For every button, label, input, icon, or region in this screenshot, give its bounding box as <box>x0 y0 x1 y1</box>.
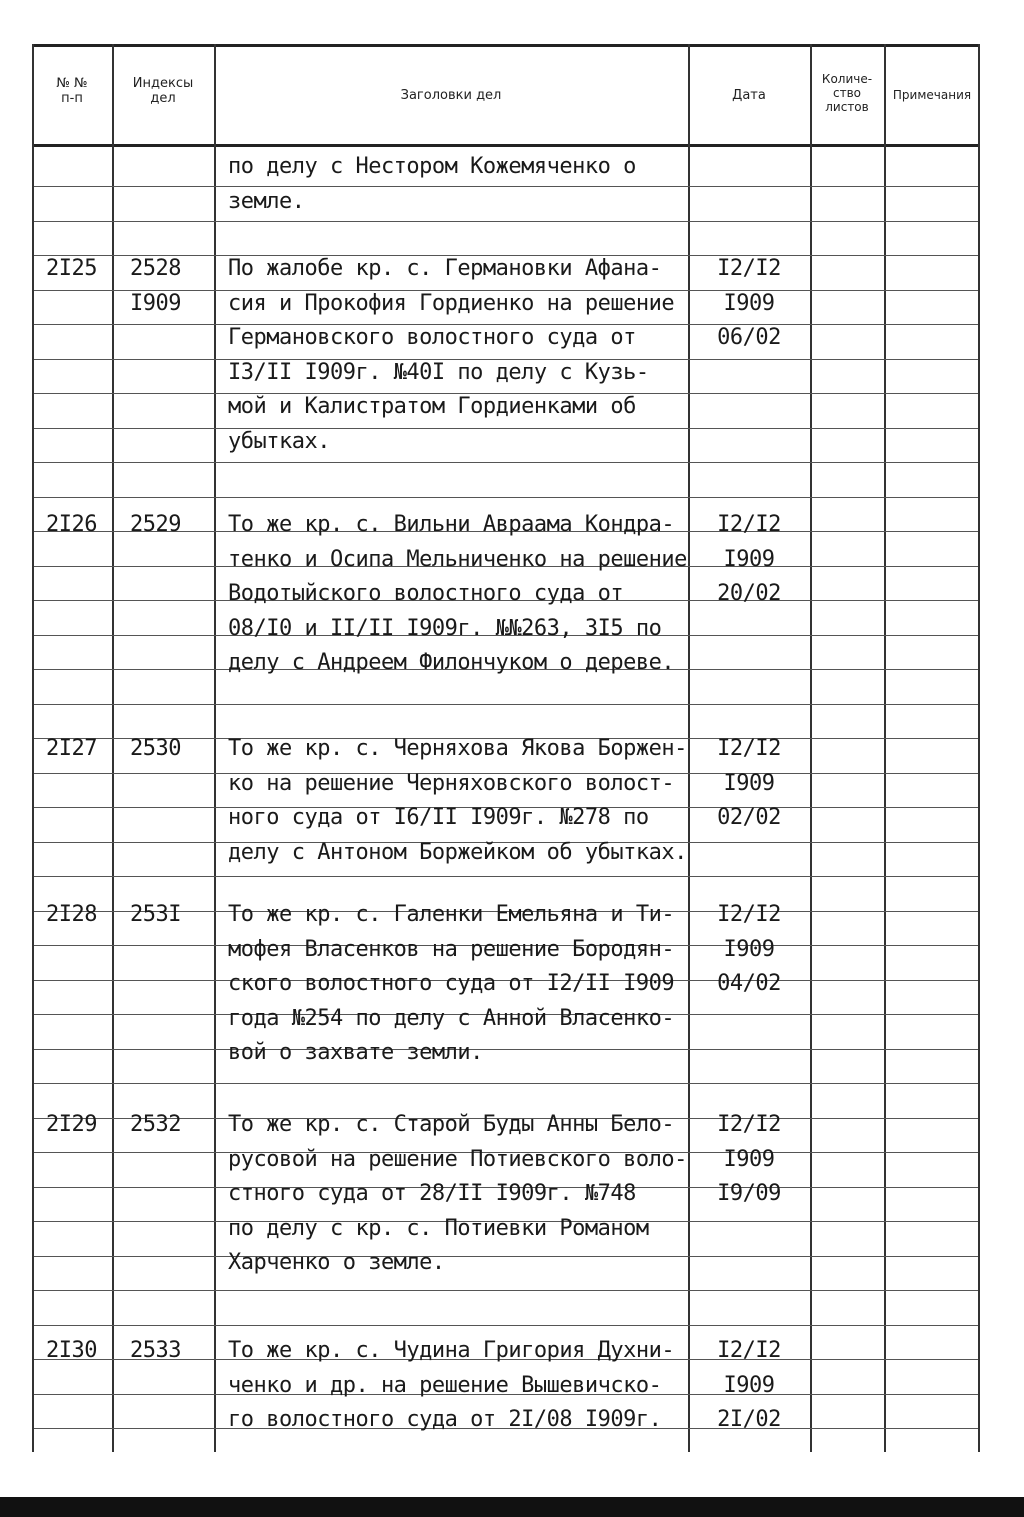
title-line: вой о захвате земли. <box>228 1040 483 1065</box>
title-line: То же кр. с. Галенки Емельяна и Ти- <box>228 902 675 927</box>
record-date <box>692 732 806 836</box>
date-line: 20/02 <box>717 581 781 606</box>
header-date: Дата <box>732 88 766 103</box>
record-index <box>130 1108 181 1143</box>
rule-line <box>34 1325 978 1326</box>
title-line: стного суда от 28/II I909г. №748 <box>228 1181 636 1206</box>
title-line: мой и Калистратом Гордиенками об <box>228 394 636 419</box>
record-title <box>228 508 687 681</box>
rule-line <box>34 876 978 877</box>
title-line: делу с Антоном Боржейком об убытках. <box>228 839 687 865</box>
table-top-border <box>32 44 980 47</box>
record-index <box>130 732 181 767</box>
title-line: То же кр. с. Чудина Григория Духни- <box>228 1338 675 1363</box>
record-title <box>228 252 674 459</box>
rule-line <box>34 704 978 705</box>
title-line: тенко и Осипа Мельниченко на решение <box>228 546 687 572</box>
record-number: 2I28 <box>46 902 97 927</box>
date-line: I2/I2 <box>717 902 781 927</box>
date-line: 2I/02 <box>717 1407 781 1432</box>
date-line: I9/09 <box>717 1181 781 1206</box>
title-line: убытках. <box>228 428 330 454</box>
record-number: 2I27 <box>46 736 97 761</box>
record-date <box>692 508 806 612</box>
index-line: I909 <box>130 290 181 316</box>
rule-line <box>34 221 978 222</box>
date-line: I909 <box>723 770 775 796</box>
title-line: Германовского волостного суда от <box>228 325 636 350</box>
date-line: I909 <box>723 290 775 316</box>
record-title <box>228 898 674 1071</box>
record-index <box>130 508 181 543</box>
rule-line <box>34 497 978 498</box>
index-line: 2529 <box>130 512 181 537</box>
record-title <box>228 732 687 870</box>
title-line: по делу с кр. с. Потиевки Романом <box>228 1215 649 1241</box>
title-line: земле. <box>228 188 305 214</box>
header-number: № № п-п <box>56 76 88 106</box>
title-line: Харченко о земле. <box>228 1250 445 1275</box>
record-number: 2I30 <box>46 1338 97 1363</box>
date-line: I909 <box>723 546 775 572</box>
title-line: То же кр. с. Черняхова Якова Боржен- <box>228 736 687 761</box>
rule-line <box>34 1290 978 1291</box>
date-line: 06/02 <box>717 325 781 350</box>
rule-line <box>34 1083 978 1084</box>
record-index <box>130 252 181 321</box>
title-line: ского волостного суда от I2/II I909 <box>228 971 675 996</box>
title-line: 08/I0 и II/II I909г. №№263, 3I5 по <box>228 615 662 641</box>
date-line: I2/I2 <box>717 736 781 761</box>
date-line: 02/02 <box>717 805 781 830</box>
title-line: Водотыйского волостного суда от <box>228 581 624 606</box>
title-line: ного суда от I6/II I909г. №278 по <box>228 805 649 830</box>
record-date <box>692 1334 806 1438</box>
record-number: 2I29 <box>46 1112 97 1137</box>
title-line: ко на решение Черняховского волост- <box>228 770 675 796</box>
record-date <box>692 1108 806 1212</box>
continuation-title <box>228 150 636 219</box>
title-line: сия и Прокофия Гордиенко на решение <box>228 290 675 316</box>
date-line: I909 <box>723 1372 775 1398</box>
title-line: по делу с Нестором Кожемяченко о <box>228 154 636 179</box>
record-title <box>228 1108 687 1281</box>
rule-line <box>34 462 978 463</box>
title-line: делу с Андреем Филончуком о дереве. <box>228 650 675 675</box>
index-line: 2532 <box>130 1112 181 1137</box>
date-line: I2/I2 <box>717 256 781 281</box>
column-divider <box>978 44 980 1452</box>
record-date <box>692 898 806 1002</box>
index-line: 2533 <box>130 1338 181 1363</box>
header-index: Индексы дел <box>132 76 194 106</box>
scan-edge <box>0 1497 1024 1517</box>
record-number: 2I26 <box>46 512 97 537</box>
date-line: I2/I2 <box>717 1338 781 1363</box>
index-line: 2530 <box>130 736 181 761</box>
date-line: 04/02 <box>717 971 781 996</box>
title-line: По жалобе кр. с. Германовки Афана- <box>228 256 662 281</box>
date-line: I2/I2 <box>717 1112 781 1137</box>
title-line: То же кр. с. Старой Буды Анны Бело- <box>228 1112 675 1137</box>
record-date <box>692 252 806 356</box>
header-sheet-count: Количе- ство листов <box>821 72 873 114</box>
header-title: Заголовки дел <box>400 88 502 103</box>
record-number: 2I25 <box>46 256 97 281</box>
table-header-border <box>32 144 980 147</box>
title-line: го волостного суда от 2I/08 I909г. <box>228 1407 662 1432</box>
title-line: года №254 по делу с Анной Власенко- <box>228 1005 675 1031</box>
date-line: I909 <box>723 1146 775 1172</box>
index-line: 2528 <box>130 256 181 281</box>
title-line: мофея Власенков на решение Бородян- <box>228 936 675 962</box>
record-index <box>130 1334 181 1369</box>
record-title <box>228 1334 674 1438</box>
index-line: 253I <box>130 902 181 927</box>
title-line: русовой на решение Потиевского воло- <box>228 1146 687 1172</box>
title-line: ченко и др. на решение Вышевичско- <box>228 1372 662 1398</box>
title-line: I3/II I909г. №40I по делу с Кузь- <box>228 359 649 385</box>
date-line: I909 <box>723 936 775 962</box>
record-index <box>130 898 181 933</box>
title-line: То же кр. с. Вильни Авраама Кондра- <box>228 512 675 537</box>
header-notes: Примечания <box>892 88 972 102</box>
date-line: I2/I2 <box>717 512 781 537</box>
